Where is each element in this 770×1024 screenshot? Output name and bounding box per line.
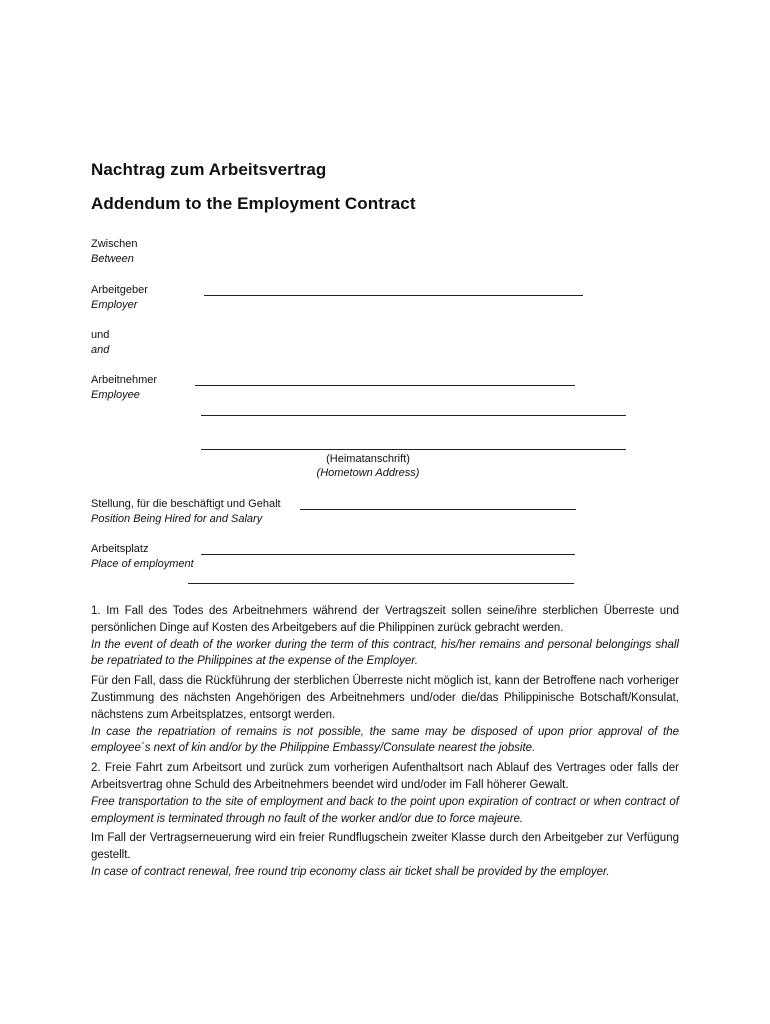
employee-label-de: Arbeitnehmer xyxy=(91,374,158,386)
employer-label-de: Arbeitgeber xyxy=(91,284,148,296)
clause-2b-german: Im Fall der Vertragserneuerung wird ein freier Rundflugschein zweiter Klasse durch den Arbeitgeber zur Verfügung gestellt. xyxy=(91,832,679,862)
clause-2b-english: In case of contract renewal, free round trip economy class air ticket shall be provided by the employer. xyxy=(91,865,610,878)
position-label-de: Stellung, für die beschäftigt und Gehalt xyxy=(91,498,281,510)
hometown-label-de: (Heimatanschrift) xyxy=(326,453,410,465)
between-label-en: Between xyxy=(91,253,134,265)
clause-1-english: In the event of death of the worker during the term of this contract, his/her remains and personal belongings shall be repatriated to the Philippines at the expense of the Employer. xyxy=(91,638,679,668)
position-blank-line[interactable] xyxy=(300,509,576,510)
employee-address-line-2[interactable] xyxy=(201,449,626,450)
workplace-blank-line-2[interactable] xyxy=(188,583,574,584)
title-english: Addendum to the Employment Contract xyxy=(91,194,416,213)
employee-label-en: Employee xyxy=(91,389,140,401)
workplace-label-de: Arbeitsplatz xyxy=(91,543,149,555)
workplace-label-en: Place of employment xyxy=(91,558,194,570)
clause-2-german: 2. Freie Fahrt zum Arbeitsort und zurück zum vorherigen Aufenthaltsort nach Ablauf des Vertrages oder falls der Arbeitsvertrag ohne Schuld des Arbeitnehmers beendet wird und/oder im Fall höherer Gewalt. xyxy=(91,762,679,791)
workplace-blank-line[interactable] xyxy=(201,554,575,555)
clause-1b-english: In case the repatriation of remains is not possible, the same may be disposed of upon prior approval of the employee´s next of kin and/or by the Philippine Embassy/Consulate nearest the jobsite. xyxy=(91,725,679,755)
position-label-en: Position Being Hired for and Salary xyxy=(91,513,263,525)
employee-address-line-1[interactable] xyxy=(201,415,626,416)
title-german: Nachtrag zum Arbeitsvertrag xyxy=(91,160,327,179)
employer-label-en: Employer xyxy=(91,299,138,311)
between-label-de: Zwischen xyxy=(91,238,138,250)
clause-2-english: Free transportation to the site of employment and back to the point upon expiration of contract or when contract of employment is terminated through no fault of the worker and/or due to force majeure. xyxy=(91,795,679,825)
employee-blank-line[interactable] xyxy=(195,385,575,386)
clause-1-german: 1. Im Fall des Todes des Arbeitnehmers während der Vertragszeit sollen seine/ihre sterblichen Überreste und persönlichen Dinge auf Kosten des Arbeitgebers auf die Philippinen zurück gebracht werden. xyxy=(91,605,679,634)
employer-blank-line[interactable] xyxy=(204,295,583,296)
clauses-block xyxy=(91,603,679,881)
clause-1b-german: Für den Fall, dass die Rückführung der sterblichen Überreste nicht möglich ist, kann der Betroffene nach vorheriger Zustimmung des nächsten Angehörigen des Arbeitnehmers und/oder die/das Philippinische Botschaft/Konsulat, nächstens zum Arbeitsplatzes, entsorgt werden. xyxy=(91,675,679,721)
and-label-en: and xyxy=(91,344,110,356)
hometown-label-en: (Hometown Address) xyxy=(316,467,420,479)
and-label-de: und xyxy=(91,329,110,341)
